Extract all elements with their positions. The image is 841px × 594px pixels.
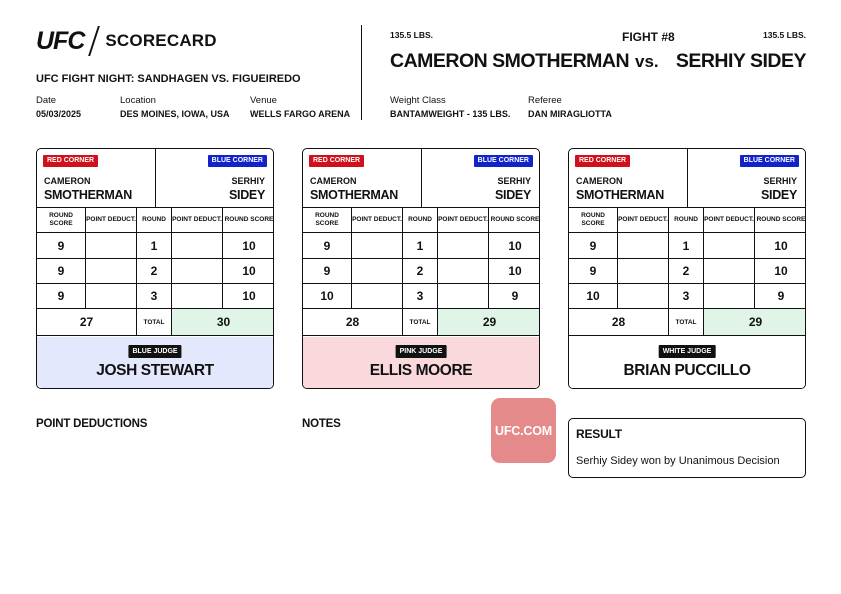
round-header: ROUND: [669, 208, 704, 232]
round-number: 3: [669, 284, 704, 308]
totals-row: [569, 309, 805, 336]
referee-value: DAN MIRAGLIOTTA: [528, 109, 612, 119]
red-point-deduction: [618, 259, 669, 283]
fighter-header: [569, 149, 805, 208]
blue-point-deduction: [438, 233, 489, 258]
total-label: TOTAL: [137, 309, 172, 335]
date-value: 05/03/2025: [36, 109, 82, 119]
round-row: [569, 233, 805, 259]
red-point-deduct-header: POINT DEDUCT.: [86, 208, 137, 232]
judge-name: ELLIS MOORE: [369, 362, 473, 379]
round-number: 1: [669, 233, 704, 258]
judge-badge: PINK JUDGE: [396, 345, 447, 358]
blue-point-deduction: [438, 284, 489, 308]
fight-number: FIGHT #8: [622, 30, 675, 44]
red-last-name: SMOTHERMAN: [310, 188, 398, 202]
judge-block: [37, 337, 273, 389]
judge-block: [303, 337, 539, 389]
red-round-score: 9: [303, 233, 352, 258]
blue-total: 29: [704, 309, 806, 335]
blue-weight: 135.5 LBS.: [763, 30, 806, 40]
blue-corner-badge: BLUE CORNER: [740, 155, 799, 167]
round-row: [303, 259, 539, 284]
total-label: TOTAL: [403, 309, 438, 335]
blue-round-score-header: ROUND SCORE: [756, 216, 806, 223]
scorecard: [568, 148, 806, 389]
doc-title: SCORECARD: [105, 31, 217, 50]
blue-total: 30: [172, 309, 274, 335]
blue-round-score: 10: [508, 238, 522, 253]
total-label: TOTAL: [669, 309, 704, 335]
header-divider: [361, 25, 362, 120]
red-round-score: 10: [303, 284, 352, 308]
corner-divider: [687, 149, 688, 208]
round-header: ROUND: [403, 208, 438, 232]
fighter-header: [303, 149, 539, 208]
round-number: 3: [403, 284, 438, 308]
blue-point-deduct-header: POINT DEDUCT.: [438, 208, 489, 232]
date-label: Date: [36, 95, 57, 106]
ufc-logo: [36, 27, 217, 55]
score-header-row: [37, 208, 273, 233]
red-round-score-header: ROUND SCORE: [569, 208, 618, 232]
red-point-deduct-header: POINT DEDUCT.: [352, 208, 403, 232]
blue-first-name: SERHIY: [497, 176, 531, 186]
round-row: [303, 233, 539, 259]
event-name: UFC FIGHT NIGHT: SANDHAGEN VS. FIGUEIREDO: [36, 73, 301, 85]
red-point-deduction: [86, 233, 137, 258]
blue-point-deduction: [704, 233, 755, 258]
red-weight: 135.5 LBS.: [390, 30, 433, 40]
fighter-header: [37, 149, 273, 208]
red-round-score-header: ROUND SCORE: [37, 208, 86, 232]
red-last-name: SMOTHERMAN: [44, 188, 132, 202]
vs-text: vs.: [635, 52, 659, 71]
scorecard: [36, 148, 274, 389]
location-value: DES MOINES, IOWA, USA: [120, 109, 230, 119]
round-row: [37, 284, 273, 309]
notes-title: NOTES: [302, 418, 341, 430]
red-total: 27: [37, 309, 137, 335]
round-number: 2: [403, 259, 438, 283]
blue-point-deduct-header: POINT DEDUCT.: [704, 208, 755, 232]
blue-round-score: 9: [511, 289, 519, 303]
logo-divider: [89, 26, 101, 56]
judge-block: [569, 337, 805, 389]
blue-last-name: SIDEY: [228, 188, 265, 202]
judge-badge: BLUE JUDGE: [128, 345, 181, 358]
referee-label: Referee: [528, 95, 562, 106]
red-point-deduction: [618, 233, 669, 258]
round-row: [569, 284, 805, 309]
red-point-deduction: [352, 259, 403, 283]
corner-divider: [421, 149, 422, 208]
blue-round-score: 10: [774, 238, 788, 253]
venue-value: WELLS FARGO ARENA: [250, 109, 351, 119]
blue-point-deduction: [704, 259, 755, 283]
blue-corner-badge: BLUE CORNER: [208, 155, 267, 167]
red-round-score: 9: [569, 259, 618, 283]
red-round-score: 9: [569, 233, 618, 258]
red-total: 28: [569, 309, 669, 335]
blue-first-name: SERHIY: [763, 176, 797, 186]
corner-divider: [155, 149, 156, 208]
round-row: [569, 259, 805, 284]
blue-corner-badge: BLUE CORNER: [474, 155, 533, 167]
result-box: [568, 418, 806, 478]
red-corner-badge: RED CORNER: [43, 155, 98, 167]
blue-last-name: SIDEY: [760, 188, 797, 202]
red-point-deduction: [352, 233, 403, 258]
round-number: 1: [403, 233, 438, 258]
totals-row: [303, 309, 539, 336]
red-round-score: 9: [303, 259, 352, 283]
blue-round-score-header: ROUND SCORE: [490, 216, 540, 223]
blue-round-score: 10: [508, 264, 522, 278]
red-fighter-name: CAMERON SMOTHERMAN: [390, 50, 630, 72]
red-point-deduction: [86, 284, 137, 308]
round-header: ROUND: [137, 208, 172, 232]
red-round-score: 10: [569, 284, 618, 308]
red-first-name: CAMERON: [44, 176, 91, 186]
round-row: [37, 233, 273, 259]
scorecard: [302, 148, 540, 389]
blue-last-name: SIDEY: [494, 188, 531, 202]
result-title: RESULT: [576, 427, 622, 441]
blue-round-score: 10: [242, 289, 256, 303]
blue-round-score-header: ROUND SCORE: [224, 216, 274, 223]
judge-name: BRIAN PUCCILLO: [623, 362, 751, 379]
blue-round-score: 10: [242, 264, 256, 278]
red-point-deduction: [352, 284, 403, 308]
red-first-name: CAMERON: [576, 176, 623, 186]
blue-point-deduction: [172, 259, 223, 283]
weight-class-value: BANTAMWEIGHT - 135 LBS.: [390, 109, 511, 119]
blue-point-deduction: [172, 233, 223, 258]
totals-row: [37, 309, 273, 336]
red-total: 28: [303, 309, 403, 335]
judge-badge: WHITE JUDGE: [659, 345, 716, 358]
round-number: 2: [137, 259, 172, 283]
red-round-score: 9: [37, 284, 86, 308]
round-number: 1: [137, 233, 172, 258]
round-number: 2: [669, 259, 704, 283]
round-row: [37, 259, 273, 284]
round-row: [303, 284, 539, 309]
blue-round-score: 10: [774, 264, 788, 278]
score-header-row: [303, 208, 539, 233]
red-round-score: 9: [37, 233, 86, 258]
ufc-com-stamp: UFC.COM: [491, 398, 556, 463]
blue-first-name: SERHIY: [231, 176, 265, 186]
judge-name: JOSH STEWART: [96, 362, 214, 379]
red-point-deduct-header: POINT DEDUCT.: [618, 208, 669, 232]
point-deductions-title: POINT DEDUCTIONS: [36, 418, 148, 430]
red-corner-badge: RED CORNER: [575, 155, 630, 167]
red-point-deduction: [618, 284, 669, 308]
red-corner-badge: RED CORNER: [309, 155, 364, 167]
venue-label: Venue: [250, 95, 277, 106]
weight-class-label: Weight Class: [390, 95, 446, 106]
blue-fighter-name: SERHIY SIDEY: [675, 50, 806, 72]
blue-point-deduction: [172, 284, 223, 308]
ufc-logo-mark: UFC: [36, 26, 85, 55]
blue-point-deduction: [438, 259, 489, 283]
red-first-name: CAMERON: [310, 176, 357, 186]
red-round-score-header: ROUND SCORE: [303, 208, 352, 232]
blue-point-deduction: [704, 284, 755, 308]
blue-round-score: 10: [242, 238, 256, 253]
blue-round-score: 9: [777, 289, 785, 303]
round-number: 3: [137, 284, 172, 308]
red-last-name: SMOTHERMAN: [576, 188, 664, 202]
red-round-score: 9: [37, 259, 86, 283]
red-point-deduction: [86, 259, 137, 283]
result-text: Serhiy Sidey won by Unanimous Decision: [576, 455, 780, 467]
blue-point-deduct-header: POINT DEDUCT.: [172, 208, 223, 232]
blue-total: 29: [438, 309, 540, 335]
location-label: Location: [120, 95, 156, 106]
score-header-row: [569, 208, 805, 233]
